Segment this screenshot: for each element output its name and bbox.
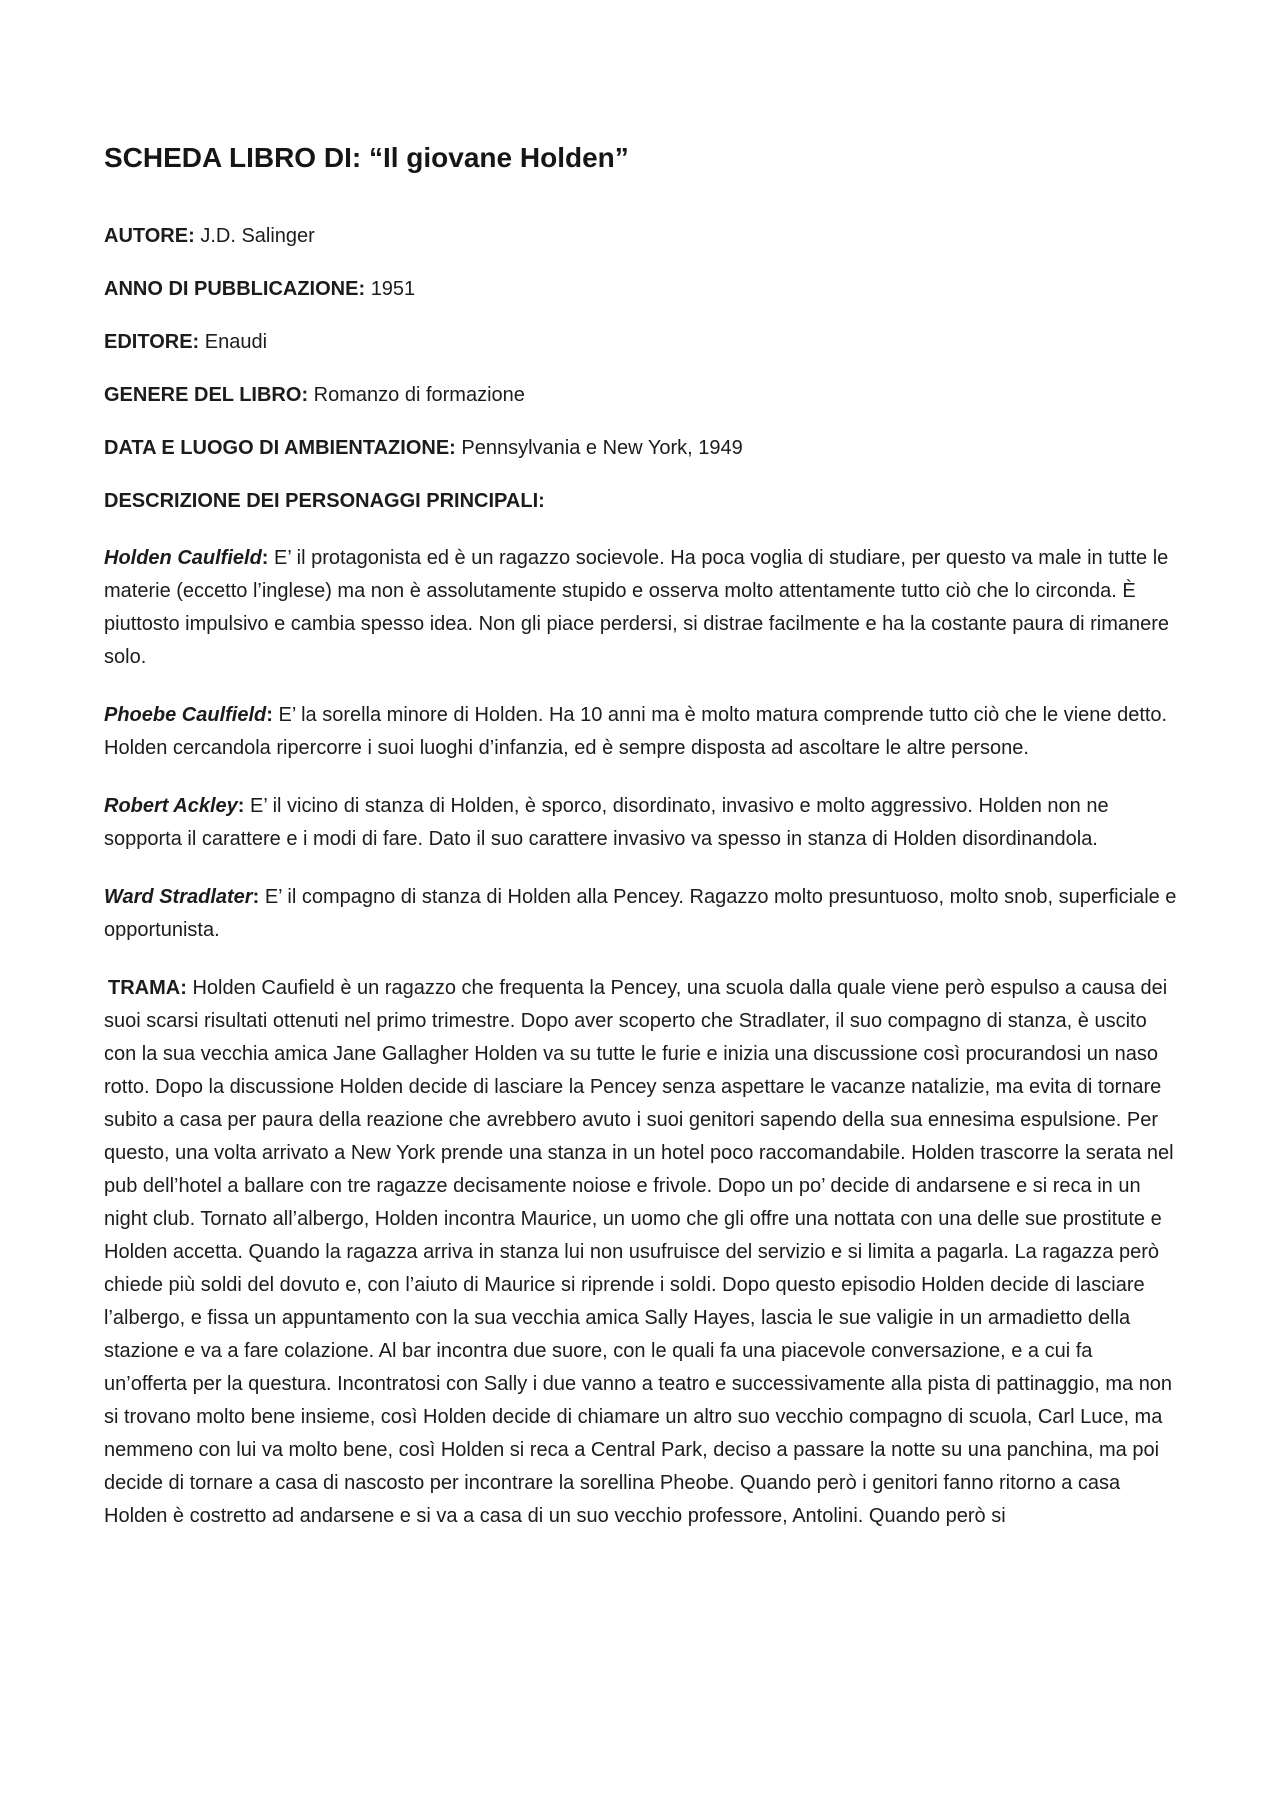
- field-label: DATA E LUOGO DI AMBIENTAZIONE: [104, 437, 450, 459]
- field-separator: :: [358, 278, 366, 300]
- field-autore: [104, 220, 1178, 253]
- field-separator: :: [192, 331, 200, 353]
- field-value: Enaudi: [204, 331, 268, 353]
- field-separator: :: [301, 384, 309, 406]
- section-heading-personaggi: DESCRIZIONE DEI PERSONAGGI PRINCIPALI:: [104, 490, 545, 512]
- character-name: Ward Stradlater: [104, 886, 253, 908]
- field-separator: :: [188, 225, 195, 247]
- field-value: Pennsylvania e New York, 1949: [461, 437, 743, 459]
- character-paragraph-holden: [104, 542, 1178, 674]
- field-value: Romanzo di formazione: [313, 384, 525, 406]
- field-editore: [104, 326, 1178, 359]
- field-genere-libro: [104, 379, 1178, 412]
- field-label: EDITORE: [104, 331, 193, 353]
- field-data-luogo-ambientazione: [104, 432, 1178, 465]
- page-title: SCHEDA LIBRO DI: “Il giovane Holden”: [104, 142, 629, 173]
- field-separator: :: [237, 795, 245, 817]
- character-description: E’ la sorella minore di Holden. Ha 10 anni ma è molto matura comprende tutto ciò che le viene detto. Holden cercandola ripercorre i suoi luoghi d’infanzia, ed è sempre disposta ad ascoltare le altre persone.: [104, 704, 1168, 759]
- field-separator: :: [180, 977, 187, 999]
- plot-paragraph: [104, 972, 1178, 1533]
- character-name: Robert Ackley: [104, 795, 238, 817]
- character-paragraph-phoebe: [104, 699, 1178, 765]
- field-value: 1951: [370, 278, 416, 300]
- field-separator: :: [252, 886, 260, 908]
- character-name: Phoebe Caulfield: [104, 704, 267, 726]
- character-paragraph-ackley: [104, 790, 1178, 856]
- field-label: ANNO DI PUBBLICAZIONE: [104, 278, 359, 300]
- character-description: E’ il compagno di stanza di Holden alla Pencey. Ragazzo molto presuntuoso, molto snob, superficiale e opportunista.: [104, 886, 1177, 941]
- field-value: J.D. Salinger: [200, 225, 315, 247]
- plot-label: TRAMA: [108, 977, 181, 999]
- field-separator: :: [261, 547, 269, 569]
- character-name: Holden Caulfield: [104, 547, 262, 569]
- field-label: AUTORE: [104, 225, 189, 247]
- field-separator: :: [449, 437, 456, 459]
- character-paragraph-stradlater: [104, 881, 1178, 947]
- plot-text: Holden Caufield è un ragazzo che frequenta la Pencey, una scuola dalla quale viene però espulso a causa dei suoi scarsi risultati ottenuti nel primo trimestre. Dopo aver scoperto che Stradlater, il suo compagno di stanza, è uscito con la sua vecchia amica Jane Gallagher Holden va su tutte le furie e inizia una discussione così procurandosi un naso rotto. Dopo la discussione Holden decide di lasciare la Pencey senza aspettare le vacanze natalizie, ma evita di tornare subito a casa per paura della reazione che avrebbero avuto i suoi genitori sapendo della sua ennesima espulsione. Per questo, una volta arrivato a New York prende una stanza in un hotel poco raccomandabile. Holden trascorre la serata nel pub dell’hotel a ballare con tre ragazze decisamente noiose e frivole. Dopo un po’ decide di andarsene e si reca in un night club. Tornato all’albergo, Holden incontra Maurice, un uomo che gli offre una nottata con una delle sue prostitute e Holden accetta. Quando la ragazza arriva in stanza lui non usufruisce del servizio e si limita a pagarla. La ragazza però chiede più soldi del dovuto e, con l’aiuto di Maurice si riprende i soldi. Dopo questo episodio Holden decide di lasciare l’albergo, e fissa un appuntamento con la sua vecchia amica Sally Hayes, lascia le sue valigie in un armadietto della stazione e va a fare colazione. Al bar incontra due suore, con le quali fa una piacevole conversazione, e a cui fa un’offerta per la questura. Incontratosi con Sally i due vanno a teatro e successivamente alla pista di pattinaggio, ma non si trovano molto bene insieme, così Holden decide di chiamare un altro suo vecchio compagno di scuola, Carl Luce, ma nemmeno con lui va molto bene, così Holden si reca a Central Park, deciso a passare la notte su una panchina, ma poi decide di tornare a casa di nascosto per incontrare la sorellina Pheobe. Quando però i genitori fanno ritorno a casa Holden è costretto ad andarsene e si va a casa di un suo vecchio professore, Antolini. Quando però si: [104, 977, 1174, 1527]
- character-description: E’ il vicino di stanza di Holden, è sporco, disordinato, invasivo e molto aggressivo. Holden non ne sopporta il carattere e i modi di fare. Dato il suo carattere invasivo va spesso in stanza di Holden disordinandola.: [104, 795, 1109, 850]
- field-separator: :: [266, 704, 273, 726]
- character-description: E’ il protagonista ed è un ragazzo socievole. Ha poca voglia di studiare, per questo va male in tutte le materie (eccetto l’inglese) ma non è assolutamente stupido e osserva molto attentamente tutto ciò che lo circonda. È piuttosto impulsivo e cambia spesso idea. Non gli piace perdersi, si distrae facilmente e ha la costante paura di rimanere solo.: [104, 547, 1169, 668]
- field-label: GENERE DEL LIBRO: [104, 384, 302, 406]
- field-anno-pubblicazione: [104, 273, 1178, 306]
